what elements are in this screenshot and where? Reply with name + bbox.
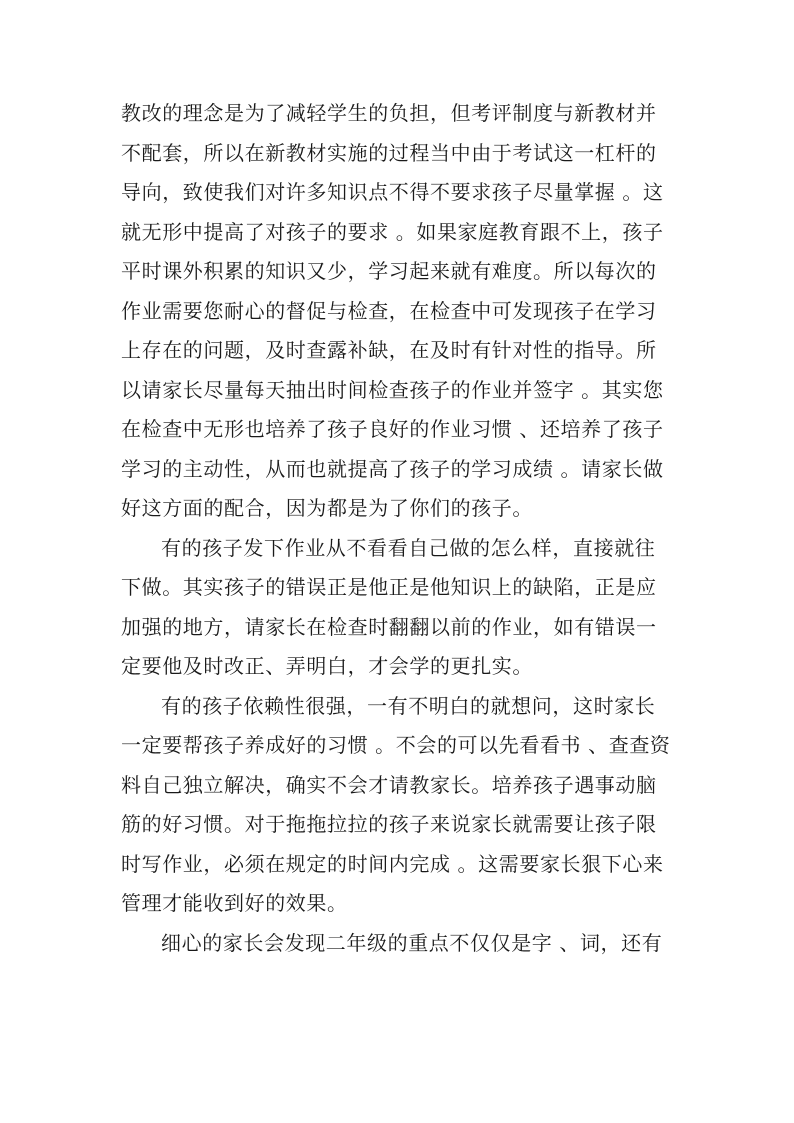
- text-line: 就无形中提高了对孩子的要求 。如果家庭教育跟不上，孩子: [121, 219, 664, 244]
- text-line: 料自己独立解决，确实不会才请教家长。培养孩子遇事动脑: [121, 772, 657, 797]
- text-line: 上存在的问题，及时查露补缺，在及时有针对性的指导。所: [121, 338, 657, 362]
- text-line: 导向，致使我们对许多知识点不得不要求孩子尽量掌握 。这: [121, 180, 664, 204]
- paragraph-1: [121, 94, 681, 529]
- document-body: [121, 94, 681, 963]
- text-line: 一定要帮孩子养成好的习惯 。不会的可以先看看书 、查查资: [121, 733, 671, 757]
- paragraph-3: [121, 687, 681, 924]
- text-line: 有的孩子发下作业从不看看自己做的怎么样，直接就往: [161, 535, 656, 560]
- text-line: 平时课外积累的知识又少，学习起来就有难度。所以每次的: [121, 259, 657, 283]
- paragraph-4: [121, 924, 681, 964]
- text-line: 细心的家长会发现二年级的重点不仅仅是字 、词，还有: [161, 930, 663, 955]
- text-line: 加强的地方，请家长在检查时翻翻以前的作业，如有错误一: [121, 614, 657, 639]
- text-line: 不配套，所以在新教材实施的过程当中由于考试这一杠杆的: [121, 140, 657, 165]
- text-line: 下做。其实孩子的错误正是他正是他知识上的缺陷，正是应: [121, 575, 657, 599]
- text-line: 以请家长尽量每天抽出时间检查孩子的作业并签字 。其实您: [121, 377, 664, 402]
- text-line: 有的孩子依赖性很强，一有不明白的就想问，这时家长: [161, 693, 656, 718]
- text-line: 时写作业，必须在规定的时间内完成 。这需要家长狠下心来: [121, 851, 664, 876]
- text-line: 管理才能收到好的效果。: [121, 891, 348, 915]
- text-line: 教改的理念是为了减轻学生的负担，但考评制度与新教材并: [121, 101, 657, 125]
- text-line: 在检查中无形也培养了孩子良好的作业习惯 、还培养了孩子: [121, 417, 664, 441]
- text-line: 筋的好习惯。对于拖拖拉拉的孩子来说家长就需要让孩子限: [121, 812, 657, 836]
- text-line: 好这方面的配合，因为都是为了你们的孩子。: [121, 496, 533, 520]
- text-line: 作业需要您耐心的督促与检查，在检查中可发现孩子在学习: [121, 298, 657, 323]
- text-line: 定要他及时改正、弄明白，才会学的更扎实。: [121, 654, 533, 678]
- text-line: 学习的主动性，从而也就提高了孩子的学习成绩 。请家长做: [121, 456, 664, 481]
- paragraph-2: [121, 529, 681, 687]
